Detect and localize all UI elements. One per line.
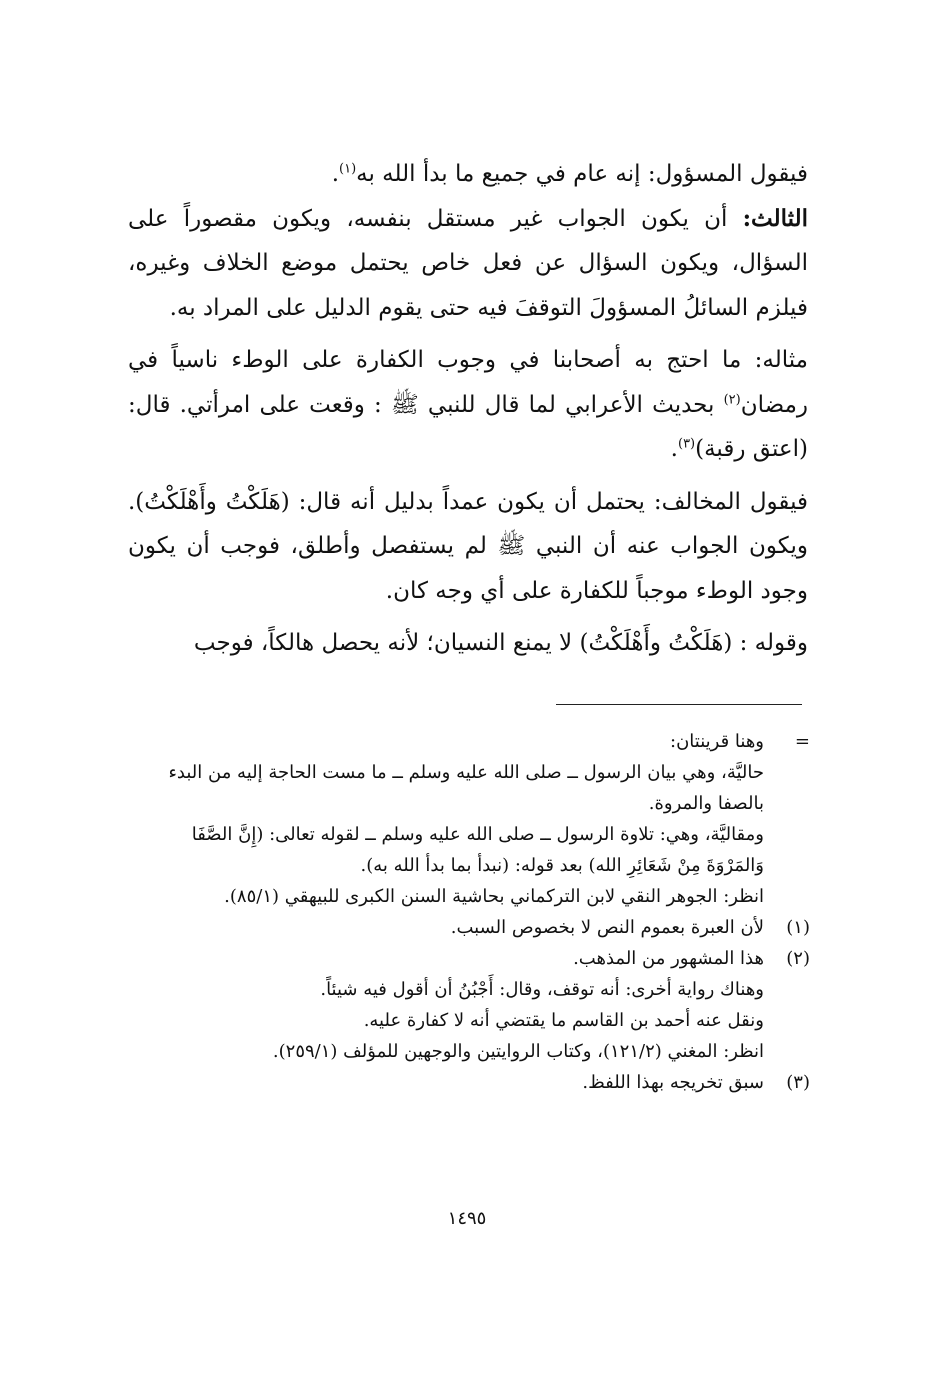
- footnote-ref-3: (٣): [677, 436, 696, 452]
- footnote-line: حاليَّة، وهي بيان الرسول ــ صلى الله عليه وسلم ــ ما مست الحاجة إليه من البدء بالصفا والمروة.: [168, 762, 764, 814]
- footnote-2: [130, 943, 810, 1067]
- footnote-ref-2: (٢): [723, 391, 741, 407]
- footnote-line: انظر: الجوهر النقي لابن التركماني بحاشية السنن الكبرى للبيهقي (٨٥/١).: [224, 886, 764, 907]
- footnote-line: ومقاليَّة، وهي: تلاوة الرسول ــ صلى الله عليه وسلم ــ لقوله تعالى: (إِنَّ الصَّفَا وَالمَرْوَةَ مِنْ شَعَائِرِ الله) بعد قوله: (نبدأ بما بدأ الله به).: [191, 824, 764, 876]
- paragraph-4-text: فيقول المخالف: يحتمل أن يكون عمداً بدليل أنه قال: (هَلَكْتُ وأَهْلَكْتُ). ويكون الجواب عنه أن النبي ﷺ لم يستفصل وأطلق، فوجب أن يكون وجود الوطء موجباً للكفارة على أي وجه كان.: [128, 488, 808, 604]
- paragraph-1-tail: .: [331, 161, 339, 187]
- footnote-line: هذا المشهور من المذهب.: [573, 948, 764, 969]
- paragraph-5: [128, 621, 808, 666]
- footnote-line: ونقل عنه أحمد بن القاسم ما يقتضي أنه لا كفارة عليه.: [363, 1010, 764, 1031]
- footnote-1: [130, 912, 810, 943]
- footnote-marker: =: [794, 731, 810, 752]
- paragraph-2-text: أن يكون الجواب غير مستقل بنفسه، ويكون مقصوراً على السؤال، ويكون السؤال عن فعل خاص يحتمل موضع الخلاف وغيره، فيلزم السائلُ المسؤولَ التوقفَ فيه حتى يقوم الدليل على المراد به.: [128, 205, 808, 321]
- paragraph-4: [128, 480, 808, 614]
- paragraph-3-tail: بحديث الأعرابي لما قال للنبي ﷺ : وقعت على امرأتي. قال: (اعتق رقبة): [128, 391, 808, 462]
- footnote-ref-1: (١): [339, 161, 357, 177]
- footnote-body: [130, 912, 764, 943]
- footnote-line: لأن العبرة بعموم النص لا بخصوص السبب.: [450, 917, 764, 938]
- paragraph-3-text: مثاله: ما احتج به أصحابنا في وجوب الكفارة على الوطء ناسياً في رمضان: [128, 347, 808, 418]
- footnote-line: وهنا قرينتان:: [670, 731, 764, 752]
- footnote-marker: (٣): [786, 1072, 810, 1093]
- footnote-body: [130, 943, 764, 1067]
- footnote-continued: [130, 726, 810, 912]
- footnote-marker: (١): [786, 917, 810, 938]
- footnote-line: انظر: المغني (١٢١/٢)، وكتاب الروايتين والوجهين للمؤلف (٢٥٩/١).: [272, 1041, 764, 1062]
- footnote-marker: (٢): [786, 948, 810, 969]
- paragraph-2: [128, 197, 808, 331]
- footnote-body: [130, 1067, 764, 1098]
- paragraph-5-text: وقوله : (هَلَكْتُ وأَهْلَكْتُ) لا يمنع النسيان؛ لأنه يحصل هالكاً، فوجب: [193, 630, 808, 656]
- page-number: ١٤٩٥: [447, 1208, 487, 1229]
- paragraph-1-text: فيقول المسؤول: إنه عام في جميع ما بدأ الله به: [356, 161, 808, 187]
- footnotes: [130, 726, 810, 1098]
- footnote-3: [130, 1067, 810, 1098]
- paragraph-3-tail2: .: [670, 436, 678, 462]
- main-text: [128, 152, 808, 666]
- paragraph-1: [128, 152, 808, 197]
- footnote-line: سبق تخريجه بهذا اللفظ.: [582, 1072, 764, 1093]
- footnote-line: وهناك رواية أخرى: أنه توقف، وقال: أَجْبُنُ أن أقول فيه شيئاً.: [320, 979, 764, 1000]
- paragraph-2-lead: الثالث:: [742, 204, 808, 232]
- footnote-body: [130, 726, 764, 912]
- paragraph-3: [128, 338, 808, 472]
- footnote-separator: [556, 704, 802, 705]
